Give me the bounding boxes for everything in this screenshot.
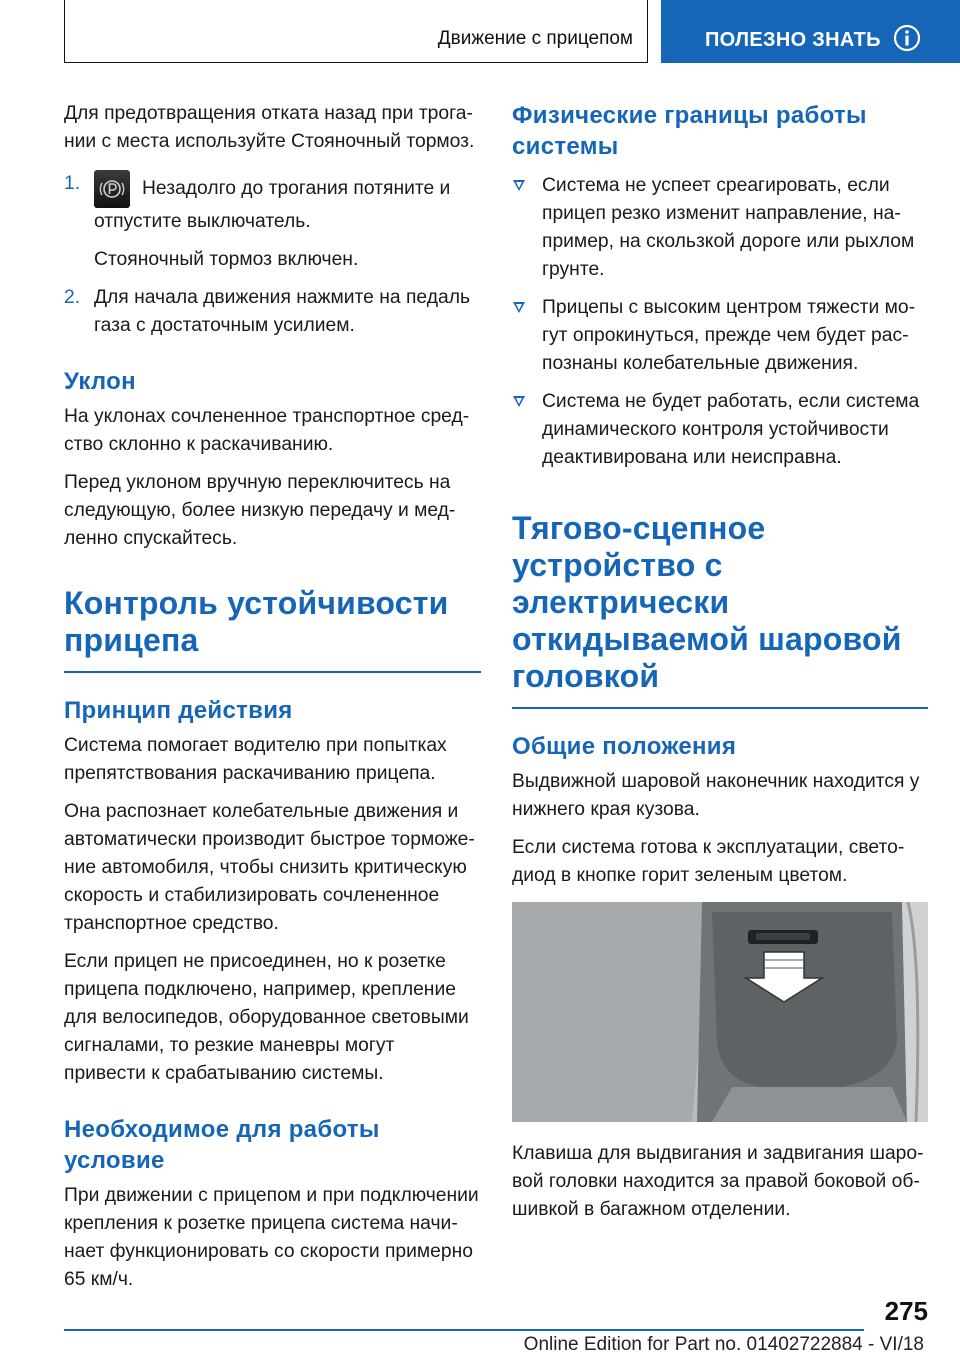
stability-heading: Контроль устойчивости прицепа: [64, 585, 449, 658]
step-number: 2.: [64, 287, 81, 308]
step-2: [64, 284, 481, 340]
general-paragraph-2: Если система готова к эксплуатации, светодиод в кнопке горит зеленым цветом.: [512, 837, 905, 886]
list-item-text: Система не успеет среагировать, если прицеп резко изменит направление, например, на скользкой дороге или рыхлом грунте.: [542, 175, 915, 280]
step-number: 1.: [64, 173, 81, 194]
page-number: 275: [884, 1296, 928, 1326]
list-item: [512, 172, 928, 284]
bullet-triangle-icon: [513, 180, 525, 191]
footer-rule: [64, 1329, 864, 1331]
slope-heading: Уклон: [64, 368, 136, 395]
slope-paragraph-1: На уклонах сочлененное транспортное средство склонно к раскачиванию.: [64, 406, 470, 455]
principle-heading: Принцип действия: [64, 697, 293, 724]
left-column: [64, 100, 481, 1304]
heading-rule: [64, 671, 481, 673]
principle-paragraph-3: Если прицеп не присоединен, но к розетке прицепа подключено, например, крепление для велосипедов, оборудованное световыми сигналами, то резкие маневры могут привести к срабатыванию системы.: [64, 951, 469, 1084]
step-1: [64, 170, 481, 274]
hitch-heading: Тягово-сцепное устройство с электрически откидываемой шаровой головкой: [512, 510, 902, 694]
principle-paragraph-2: Она распознает колебательные движения и автоматически производит быстрое торможение автомобиля, чтобы снизить критическую скорость и стабилизировать сочлененное транспортное средство.: [64, 801, 475, 934]
step-text: Для начала движения нажмите на педаль газа с достаточным усилием.: [94, 287, 470, 336]
slope-paragraph-2: Перед уклоном вручную переключитесь на следующую, более низкую передачу и медленно спускайтесь.: [64, 472, 456, 549]
requirement-heading: Необходимое для работы условие: [64, 1116, 380, 1174]
list-item: [512, 294, 928, 378]
general-paragraph-1: Выдвижной шаровой наконечник находится у нижнего края кузова.: [512, 771, 920, 820]
bullet-triangle-icon: [513, 302, 525, 313]
trunk-button-photo: [512, 902, 928, 1122]
limits-heading: Физические границы работы системы: [512, 102, 867, 160]
right-column: [512, 100, 928, 1234]
list-item: [512, 388, 928, 472]
step-result: Стояночный тормоз включен.: [94, 249, 359, 270]
header-section-title: Движение с прицепом: [437, 28, 633, 49]
requirement-paragraph: При движении с прицепом и при подключении крепления к розетке прицепа система начинает функционировать со скорости примерно 65 км/ч.: [64, 1185, 479, 1290]
intro-paragraph: Для предотвращения отката назад при трогании с места используйте Стояночный тормоз.: [64, 103, 475, 152]
header-chapter-title: ПОЛЕЗНО ЗНАТЬ: [705, 29, 881, 51]
photo-caption: Клавиша для выдвигания и задвигания шаровой головки находится за правой боковой обшивкой в багажном отделении.: [512, 1143, 924, 1220]
footer-edition: Online Edition for Part no. 01402722884 - VI/18: [523, 1334, 924, 1355]
bullet-triangle-icon: [513, 396, 525, 407]
list-item-text: Система не будет работать, если система динамического контроля устойчивости деактивирована или неисправна.: [542, 391, 920, 468]
header-chapter-tab[interactable]: [661, 0, 960, 63]
info-icon[interactable]: [893, 24, 921, 52]
step-text: Незадолго до трогания потяните и отпустите выключатель.: [94, 178, 451, 232]
parking-brake-icon: [94, 170, 130, 208]
general-heading: Общие положения: [512, 733, 737, 760]
list-item-text: Прицепы с высоким центром тяжести могут опрокинуться, прежде чем будет распознаны колебательные движения.: [542, 297, 916, 374]
header-section-box: [64, 0, 648, 63]
principle-paragraph-1: Система помогает водителю при попытках препятствования раскачиванию прицепа.: [64, 735, 447, 784]
heading-rule: [512, 707, 928, 709]
